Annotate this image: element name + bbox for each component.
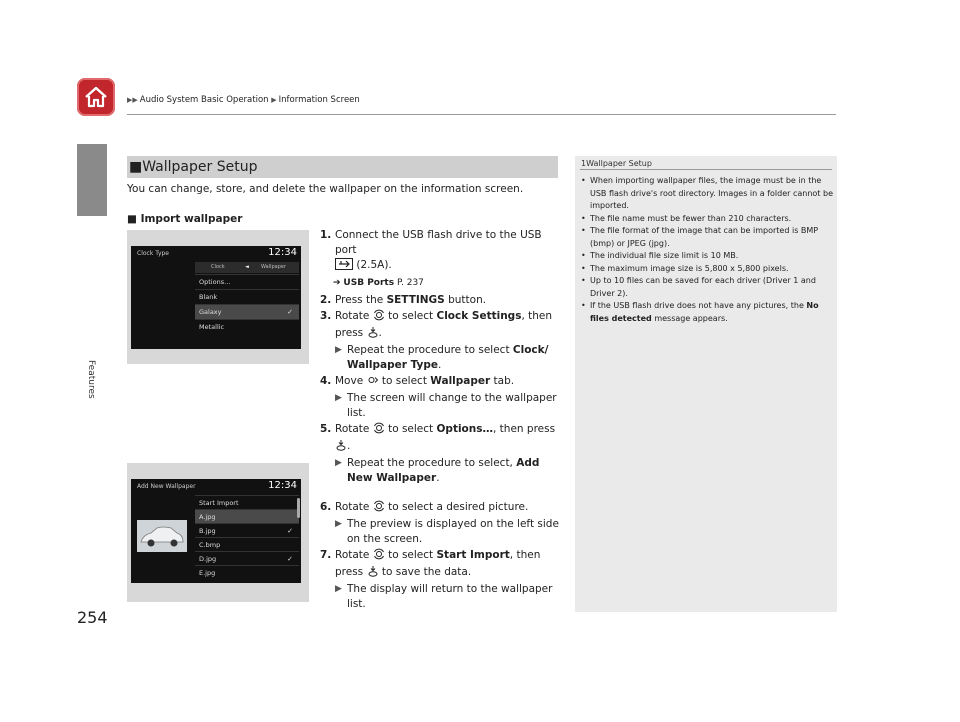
section-intro: You can change, store, and delete the wallpaper on the information screen. bbox=[127, 183, 524, 195]
press-dial-icon bbox=[335, 439, 347, 456]
step-text: Press the bbox=[335, 294, 384, 306]
step-text: Move bbox=[335, 375, 364, 387]
side-tab-block bbox=[77, 144, 107, 216]
note-item bbox=[581, 175, 833, 213]
press-dial-icon bbox=[367, 326, 379, 343]
screen-display bbox=[131, 246, 301, 349]
step-text: The screen will change to the wallpaper list. bbox=[347, 392, 557, 419]
breadcrumb-item[interactable]: Information Screen bbox=[278, 95, 360, 105]
note-item bbox=[581, 225, 833, 250]
rotary-dial-icon bbox=[373, 309, 385, 326]
note-text: The maximum image size is 5,800 x 5,800 pixels. bbox=[590, 263, 789, 273]
note-text: When importing wallpaper files, the image must be in the USB flash drive's root directory. Images in a folder cannot be imported. bbox=[590, 176, 833, 210]
notes-title-text: Wallpaper Setup bbox=[586, 159, 652, 168]
step-text: Repeat the procedure to select, bbox=[347, 457, 513, 469]
step-keyword: Add New Wallpaper bbox=[347, 457, 540, 484]
step-4 bbox=[320, 374, 560, 421]
step-text: (2.5A). bbox=[356, 259, 392, 271]
home-icon bbox=[82, 83, 110, 111]
screen-clock: 12:34 bbox=[268, 247, 297, 258]
note-item bbox=[581, 275, 833, 300]
header-divider bbox=[127, 114, 836, 115]
step-text: The preview is displayed on the left side on the screen. bbox=[347, 518, 559, 545]
list-item-label: B.jpg bbox=[199, 527, 216, 535]
rotary-dial-icon bbox=[373, 500, 385, 517]
tab-wallpaper[interactable]: Wallpaper bbox=[261, 264, 287, 270]
step-text: to select bbox=[381, 375, 427, 387]
step-1 bbox=[320, 228, 560, 275]
list-item[interactable]: Blank bbox=[195, 289, 299, 304]
notes-title bbox=[581, 159, 652, 168]
step-6 bbox=[320, 500, 560, 547]
check-icon: ✓ bbox=[287, 555, 293, 563]
result-arrow-icon: ▶ bbox=[335, 345, 342, 355]
step-keyword: Options… bbox=[436, 423, 493, 435]
step-text: to select bbox=[388, 549, 434, 561]
car-preview-image bbox=[137, 520, 187, 552]
step-number: 3. bbox=[320, 310, 332, 322]
step-number: 5. bbox=[320, 423, 332, 435]
bullet-icon: • bbox=[581, 276, 586, 285]
step-number: 7. bbox=[320, 549, 332, 561]
screenshot-add-wallpaper bbox=[127, 463, 309, 602]
step-text: button. bbox=[448, 294, 487, 306]
note-text: Up to 10 files can be saved for each driver (Driver 1 and Driver 2). bbox=[590, 276, 816, 298]
list-item-label: D.jpg bbox=[199, 555, 217, 563]
note-text: The file format of the image that can be imported is BMP (bmp) or JPEG (jpg). bbox=[590, 226, 819, 248]
subsection-title-text: Import wallpaper bbox=[140, 213, 243, 225]
note-keyword: No files detected bbox=[590, 301, 819, 323]
list-item[interactable]: Metallic bbox=[195, 319, 299, 334]
step-number: 2. bbox=[320, 294, 332, 306]
step-keyword: Clock Settings bbox=[436, 310, 522, 322]
reference-arrow-icon: ➔ bbox=[333, 278, 341, 288]
step-text: Rotate bbox=[335, 501, 370, 513]
step-text: to select a desired picture. bbox=[388, 501, 529, 513]
step-text: Rotate bbox=[335, 549, 370, 561]
screenshot-clock-type bbox=[127, 230, 309, 364]
result-arrow-icon: ▶ bbox=[335, 584, 342, 594]
usb-port-icon bbox=[335, 258, 353, 275]
screen-tabs bbox=[195, 262, 299, 273]
note-item bbox=[581, 213, 833, 226]
step-result bbox=[335, 391, 560, 421]
cross-reference[interactable] bbox=[320, 276, 560, 291]
step-text: , then press bbox=[493, 423, 556, 435]
step-result: ▶ Repeat the procedure to select Clock/ Wallpaper Type. bbox=[335, 344, 549, 371]
result-arrow-icon: ▶ bbox=[335, 519, 342, 529]
screen-display bbox=[131, 479, 301, 583]
note-text: message appears. bbox=[654, 313, 728, 323]
step-number: 1. bbox=[320, 229, 332, 241]
screen-clock: 12:34 bbox=[268, 480, 297, 491]
notes-sidebar bbox=[575, 156, 837, 612]
bullet-icon: • bbox=[581, 213, 586, 223]
bullet-icon: • bbox=[581, 263, 586, 273]
bullet-icon: • bbox=[581, 251, 586, 260]
press-dial-icon bbox=[367, 565, 379, 582]
screen-title: Add New Wallpaper bbox=[137, 483, 196, 490]
list-item[interactable]: Options… bbox=[195, 274, 299, 289]
step-keyword: Clock/ Wallpaper Type bbox=[347, 344, 549, 371]
step-result: ▶ Repeat the procedure to select, Add New Wallpaper. bbox=[335, 457, 540, 484]
bullet-icon: • bbox=[581, 301, 586, 310]
notes-list bbox=[581, 175, 833, 325]
step-5: 5. Rotate to select Options…, then press . ▶ Repeat the procedure to select, Add New Wallpaper. bbox=[320, 422, 560, 486]
tab-clock[interactable]: Clock bbox=[211, 264, 225, 270]
list-item-selected[interactable]: A.jpg bbox=[195, 509, 299, 523]
step-text: , then bbox=[509, 549, 541, 561]
breadcrumb bbox=[127, 95, 360, 105]
check-icon: ✓ bbox=[287, 527, 293, 535]
move-dial-right-icon bbox=[367, 374, 379, 391]
list-item-selected[interactable] bbox=[195, 304, 299, 319]
screen-title: Clock Type bbox=[137, 250, 169, 257]
step-text: press bbox=[335, 566, 364, 578]
bullet-icon: • bbox=[581, 226, 586, 235]
step-text: to select bbox=[388, 423, 434, 435]
section-title: ■Wallpaper Setup bbox=[127, 156, 558, 178]
home-button[interactable] bbox=[77, 78, 115, 116]
note-text: The file name must be fewer than 210 characters. bbox=[590, 213, 792, 223]
breadcrumb-arrow-icon: ▶ bbox=[271, 96, 277, 104]
check-icon: ✓ bbox=[287, 308, 293, 316]
section-title-text: Wallpaper Setup bbox=[142, 159, 258, 175]
list-item[interactable]: Start Import bbox=[195, 495, 299, 509]
procedure-steps bbox=[320, 228, 560, 613]
step-text: to select bbox=[388, 310, 434, 322]
notes-divider bbox=[580, 169, 832, 170]
list-item-label: Galaxy bbox=[199, 308, 222, 316]
note-text: The individual file size limit is 10 MB. bbox=[590, 251, 739, 260]
bullet-icon: • bbox=[581, 176, 586, 185]
step-keyword: SETTINGS bbox=[386, 294, 445, 306]
step-text: press bbox=[335, 327, 364, 339]
reference-page[interactable]: P. 237 bbox=[396, 278, 424, 288]
screen-list bbox=[195, 274, 299, 334]
step-number: 4. bbox=[320, 375, 332, 387]
step-3: 3. Rotate to select Clock Settings, then press . ▶ Repeat the procedure to select Clock/ Wallpaper Type. bbox=[320, 309, 560, 373]
step-text: The display will return to the wallpaper list. bbox=[347, 583, 553, 610]
note-item bbox=[581, 300, 833, 325]
step-text: Rotate bbox=[335, 310, 370, 322]
rotary-dial-icon bbox=[373, 422, 385, 439]
screen-list bbox=[195, 495, 299, 579]
step-text: Repeat the procedure to select bbox=[347, 344, 510, 356]
step-text: Rotate bbox=[335, 423, 370, 435]
breadcrumb-item[interactable]: Audio System Basic Operation bbox=[139, 95, 269, 105]
result-arrow-icon: ▶ bbox=[335, 458, 342, 468]
step-text: , then bbox=[521, 310, 553, 322]
breadcrumb-arrow-icon: ▶▶ bbox=[127, 96, 138, 104]
subsection-title: ■ Import wallpaper bbox=[127, 213, 243, 225]
reference-label[interactable]: USB Ports bbox=[343, 278, 395, 288]
car-icon bbox=[137, 520, 187, 552]
result-arrow-icon: ▶ bbox=[335, 393, 342, 403]
side-tab-label[interactable]: Features bbox=[86, 360, 96, 399]
step-number: 6. bbox=[320, 501, 332, 513]
rotary-dial-icon bbox=[373, 548, 385, 565]
scrollbar[interactable] bbox=[297, 498, 300, 518]
step-keyword: Start Import bbox=[436, 549, 510, 561]
list-item[interactable]: E.jpg bbox=[195, 565, 299, 579]
step-7 bbox=[320, 548, 560, 612]
step-keyword: Wallpaper bbox=[430, 375, 491, 387]
list-item[interactable] bbox=[195, 523, 299, 537]
step-text: tab. bbox=[493, 375, 515, 387]
step-text: Connect the USB flash drive to the USB port bbox=[335, 229, 542, 256]
note-marker-icon: 1 bbox=[581, 159, 587, 168]
step-result bbox=[335, 582, 560, 612]
step-text: to save the data. bbox=[381, 566, 472, 578]
step-2 bbox=[320, 293, 560, 308]
note-text: If the USB flash drive does not have any pictures, the bbox=[590, 301, 804, 310]
note-item bbox=[581, 263, 833, 276]
note-item bbox=[581, 250, 833, 263]
page-number: 254 bbox=[77, 608, 108, 627]
step-result bbox=[335, 517, 560, 547]
tab-arrow-icon: ◄ bbox=[245, 264, 249, 270]
list-item[interactable] bbox=[195, 551, 299, 565]
list-item[interactable]: C.bmp bbox=[195, 537, 299, 551]
